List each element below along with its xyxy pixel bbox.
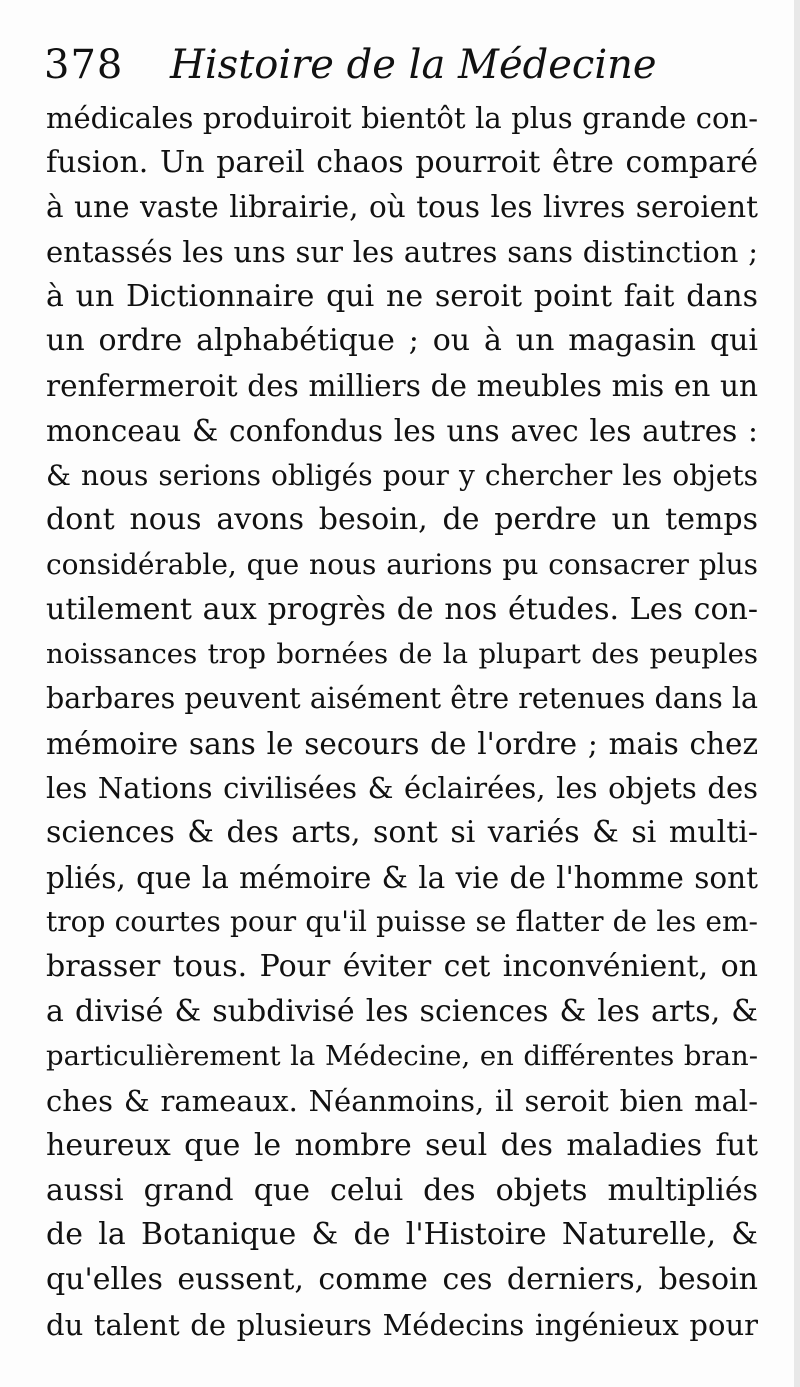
text-line: entassés les uns sur les autres sans distinction ; [46, 235, 758, 270]
text-line: sciences & des arts, sont si variés & si multi- [46, 815, 758, 850]
text-line: du talent de plusieurs Médecins ingénieux pour [46, 1307, 758, 1342]
page-header [44, 38, 764, 98]
text-line: qu'elles eussent, comme ces derniers, besoin [46, 1261, 758, 1297]
text-line: a divisé & subdivisé les sciences & les arts, & [46, 993, 758, 1029]
running-title: Histoire de la Médecine [170, 42, 657, 88]
text-line: dont nous avons besoin, de perdre un temps [46, 502, 758, 538]
text-line: ches & rameaux. Néanmoins, il seroit bien mal- [46, 1084, 758, 1119]
text-line: particulièrement la Médecine, en différentes bran- [46, 1040, 758, 1073]
text-line: fusion. Un pareil chaos pourroit être comparé [46, 144, 758, 180]
text-line: pliés, que la mémoire & la vie de l'homme sont [46, 860, 758, 895]
text-line: de la Botanique & de l'Histoire Naturelle, & [46, 1217, 758, 1253]
text-line: trop courtes pour qu'il puisse se flatter de les em- [46, 905, 758, 939]
text-line: renfermeroit des milliers de meubles mis en un [46, 369, 758, 404]
text-line: mémoire sans le secours de l'ordre ; mais chez [46, 726, 758, 761]
text-line: & nous serions obligés pour y chercher les objets [46, 458, 758, 492]
page-edge [794, 0, 800, 1387]
text-line: barbares peuvent aisément être retenues dans la [46, 681, 758, 715]
body-text [46, 96, 758, 1347]
text-line: à un Dictionnaire qui ne seroit point fait dans [46, 278, 758, 314]
text-line: les Nations civilisées & éclairées, les objets des [46, 771, 758, 806]
text-line: heureux que le nombre seul des maladies fut [46, 1127, 758, 1163]
text-line: monceau & confondus les uns avec les autres : [46, 413, 758, 448]
text-line: considérable, que nous aurions pu consacrer plus [46, 547, 758, 581]
text-line: utilement aux progrès de nos études. Les con- [46, 591, 758, 627]
page-number: 378 [44, 42, 124, 88]
text-line: médicales produiroit bientôt la plus grande con- [46, 101, 758, 135]
text-line: aussi grand que celui des objets multipliés [46, 1172, 758, 1208]
text-line: un ordre alphabétique ; ou à un magasin qui [46, 323, 758, 359]
text-line: noissances trop bornées de la plupart des peuples [46, 638, 758, 671]
text-line: brasser tous. Pour éviter cet inconvénient, on [46, 949, 758, 985]
text-line: à une vaste librairie, où tous les livres seroient [46, 190, 758, 225]
